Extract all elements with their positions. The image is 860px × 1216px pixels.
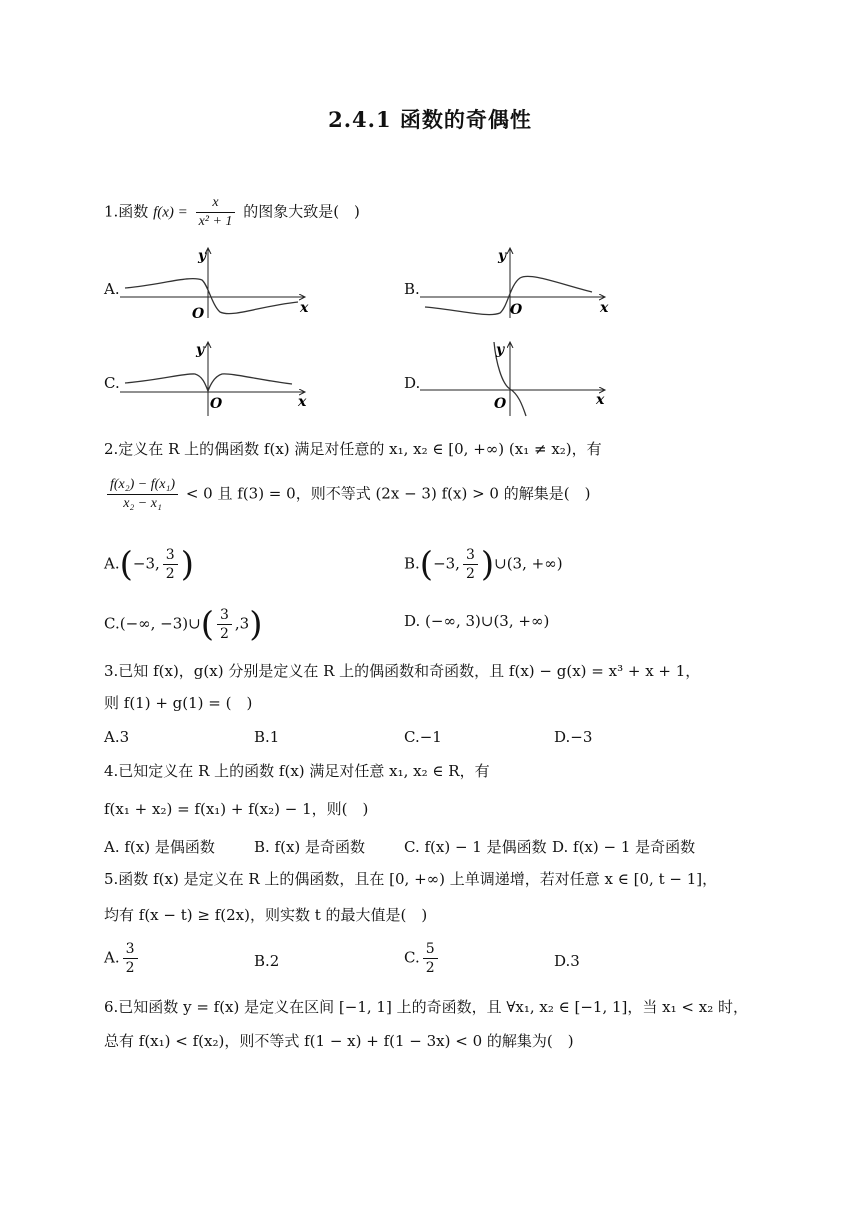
q2-opt-a-label: A. (104, 554, 120, 573)
q2-fraction (107, 476, 178, 513)
q2-opt-b-right: ∪(3, +∞) (494, 554, 563, 573)
q2-condition: < 0 且 f(3) = 0，则不等式 (2x − 3) f(x) > 0 的解集是( ) (185, 484, 591, 503)
q1-graph-a (120, 240, 320, 320)
q4-option-c: C. f(x) − 1 是偶函数 (404, 838, 547, 856)
question-2-line-1: 2.定义在 R 上的偶函数 f(x) 满足对任意的 x₁, x₂ ∈ [0, +∞) (x₁ ≠ x₂)，有 (104, 440, 602, 458)
q1-option-a-label: A. (104, 280, 120, 298)
question-1-stem (104, 194, 360, 231)
curve (425, 276, 592, 314)
question-3-line-1: 3.已知 f(x)，g(x) 分别是定义在 R 上的偶函数和奇函数，且 f(x) − g(x) = x³ + x + 1， (104, 662, 701, 680)
q1-frac-num: x (196, 194, 236, 213)
q3-option-c: C.−1 (404, 728, 442, 746)
q5-option-b: B.2 (254, 952, 280, 970)
q5-option-d: D.3 (554, 952, 580, 970)
frac-num: 3 (217, 606, 232, 625)
q4-option-d: D. f(x) − 1 是奇函数 (552, 838, 696, 856)
question-6-line-2: 总有 f(x₁) < f(x₂)，则不等式 f(1 − x) + f(1 − 3x) < 0 的解集为( ) (104, 1032, 574, 1050)
question-4-line-1: 4.已知定义在 R 上的函数 f(x) 满足对任意 x₁, x₂ ∈ R，有 (104, 762, 490, 780)
right-paren: ) (480, 544, 495, 585)
curve (125, 279, 298, 314)
q5-opt-c-frac (423, 940, 438, 977)
origin-label: O (192, 306, 205, 320)
q1-option-b-label: B. (404, 280, 420, 298)
q4-option-b: B. f(x) 是奇函数 (254, 838, 366, 856)
question-3-line-2: 则 f(1) + g(1) = ( ) (104, 694, 253, 712)
y-label: y (496, 342, 505, 358)
y-label: y (198, 248, 207, 264)
y-label: y (196, 342, 205, 358)
q1-fraction (196, 194, 236, 231)
left-paren: ( (419, 544, 434, 585)
right-paren: ) (180, 544, 194, 585)
q2-opt-c-frac (217, 606, 232, 643)
q3-option-a: A.3 (104, 728, 130, 746)
frac-num: 5 (423, 940, 438, 959)
frac-den: 2 (465, 566, 475, 582)
origin-label: O (510, 302, 523, 318)
frac-den: 2 (165, 566, 175, 582)
q2-frac-num: f(x₂) − f(x₁) (107, 476, 178, 495)
q2-opt-c-right: ,3 (234, 614, 250, 633)
frac-num: 3 (123, 940, 138, 959)
q1-suffix: 的图象大致是( ) (243, 202, 360, 221)
question-4-line-2: f(x₁ + x₂) = f(x₁) + f(x₂) − 1，则( ) (104, 800, 369, 818)
q1-graph-b (420, 240, 620, 320)
q3-option-b: B.1 (254, 728, 280, 746)
q2-option-d: D. (−∞, 3)∪(3, +∞) (404, 612, 550, 630)
q1-graph-d (420, 338, 620, 418)
q2-option-c (104, 606, 262, 643)
q2-opt-a-frac (163, 546, 178, 583)
x-label: x (600, 300, 609, 316)
frac-den: 2 (425, 960, 435, 976)
right-paren: ) (249, 604, 263, 645)
q1-frac-den: x² + 1 (198, 214, 233, 229)
q5-option-a (104, 940, 141, 977)
q1-prefix: 1.函数 (104, 202, 149, 221)
question-2-line-2 (104, 476, 590, 513)
q3-option-d: D.−3 (554, 728, 593, 746)
frac-den: 2 (125, 960, 135, 976)
x-label: x (300, 300, 309, 316)
q2-opt-c-left: (−∞, −3)∪ (119, 614, 201, 633)
q2-option-a (104, 546, 194, 583)
question-5-line-2: 均有 f(x − t) ≥ f(2x)，则实数 t 的最大值是( ) (104, 906, 428, 924)
q5-opt-a-label: A. (104, 948, 120, 967)
q1-func: f(x) = (153, 204, 188, 221)
y-label: y (498, 248, 507, 264)
q2-frac-den: x₂ − x₁ (123, 496, 162, 511)
q2-opt-b-label: B. (404, 554, 420, 573)
q4-option-a: A. f(x) 是偶函数 (104, 838, 215, 856)
question-5-line-1: 5.函数 f(x) 是定义在 R 上的偶函数，且在 [0, +∞) 上单调递增，若对任意 x ∈ [0, t − 1]， (104, 870, 718, 888)
x-label: x (298, 394, 307, 410)
frac-den: 2 (219, 626, 229, 642)
q5-opt-c-label: C. (404, 948, 420, 967)
page-title: 2.4.1 函数的奇偶性 (328, 107, 532, 132)
q1-option-d-label: D. (404, 374, 421, 392)
q2-opt-c-label: C. (104, 614, 120, 633)
q2-opt-a-left: −3, (132, 554, 160, 573)
q1-option-c-label: C. (104, 374, 120, 392)
frac-num: 3 (163, 546, 178, 565)
q2-opt-b-frac (463, 546, 478, 583)
origin-label: O (494, 396, 507, 412)
x-label: x (596, 392, 605, 408)
q5-option-c (404, 940, 441, 977)
left-paren: ( (200, 604, 214, 645)
q1-graph-c (120, 338, 320, 418)
origin-label: O (210, 396, 223, 412)
frac-num: 3 (463, 546, 478, 565)
q5-opt-a-frac (123, 940, 138, 977)
left-paren: ( (119, 544, 133, 585)
question-6-line-1: 6.已知函数 y = f(x) 是定义在区间 [−1, 1] 上的奇函数，且 ∀x₁, x₂ ∈ [−1, 1]，当 x₁ < x₂ 时， (104, 998, 748, 1016)
q2-opt-b-left: −3, (433, 554, 460, 573)
q2-option-b (404, 546, 563, 583)
